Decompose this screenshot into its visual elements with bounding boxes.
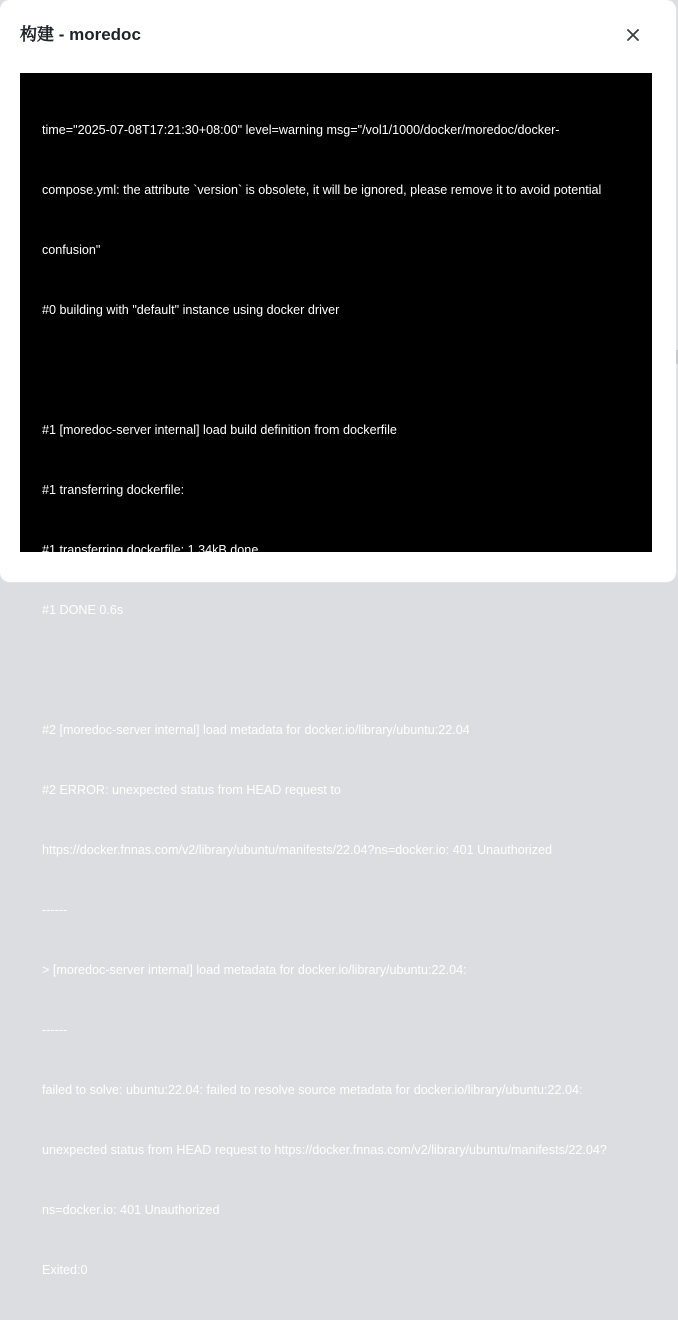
log-line: #1 transferring dockerfile: — [42, 483, 185, 497]
build-log-panel[interactable] — [20, 73, 652, 1277]
log-line: ------ — [42, 903, 68, 917]
dialog-title: 构建 - moredoc — [20, 25, 141, 44]
log-line: #0 building with "default" instance using docker driver — [42, 303, 340, 317]
log-line: unexpected status from HEAD request to https://docker.fnnas.com/v2/library/ubuntu/manifests/22.04? — [42, 1143, 607, 1157]
close-icon — [626, 28, 640, 42]
log-line: failed to solve: ubuntu:22.04: failed to resolve source metadata for docker.io/library/ubuntu:22.04: — [42, 1083, 583, 1097]
log-line: #1 [moredoc-server internal] load build definition from dockerfile — [42, 423, 397, 437]
build-log-output — [42, 80, 640, 1320]
log-line: #2 ERROR: unexpected status from HEAD request to — [42, 783, 341, 797]
log-line: confusion" — [42, 243, 101, 257]
log-line: #1 DONE 0.6s — [42, 603, 124, 617]
close-button[interactable] — [622, 24, 644, 46]
log-line — [42, 660, 640, 680]
log-line: #1 transferring dockerfile: 1.34kB done — [42, 543, 259, 557]
log-line: > [moredoc-server internal] load metadata for docker.io/library/ubuntu:22.04: — [42, 963, 467, 977]
log-line — [42, 360, 640, 380]
log-line: ns=docker.io: 401 Unauthorized — [42, 1203, 220, 1217]
log-line: Exited:0 — [42, 1263, 88, 1277]
log-line: time="2025-07-08T17:21:30+08:00" level=warning msg="/vol1/1000/docker/moredoc/docker- — [42, 123, 560, 137]
log-line: ------ — [42, 1023, 68, 1037]
log-line: compose.yml: the attribute `version` is obsolete, it will be ignored, please remove it to avoid potential — [42, 183, 602, 197]
log-line: https://docker.fnnas.com/v2/library/ubuntu/manifests/22.04?ns=docker.io: 401 Unauthorized — [42, 843, 552, 857]
log-line: #2 [moredoc-server internal] load metadata for docker.io/library/ubuntu:22.04 — [42, 723, 470, 737]
